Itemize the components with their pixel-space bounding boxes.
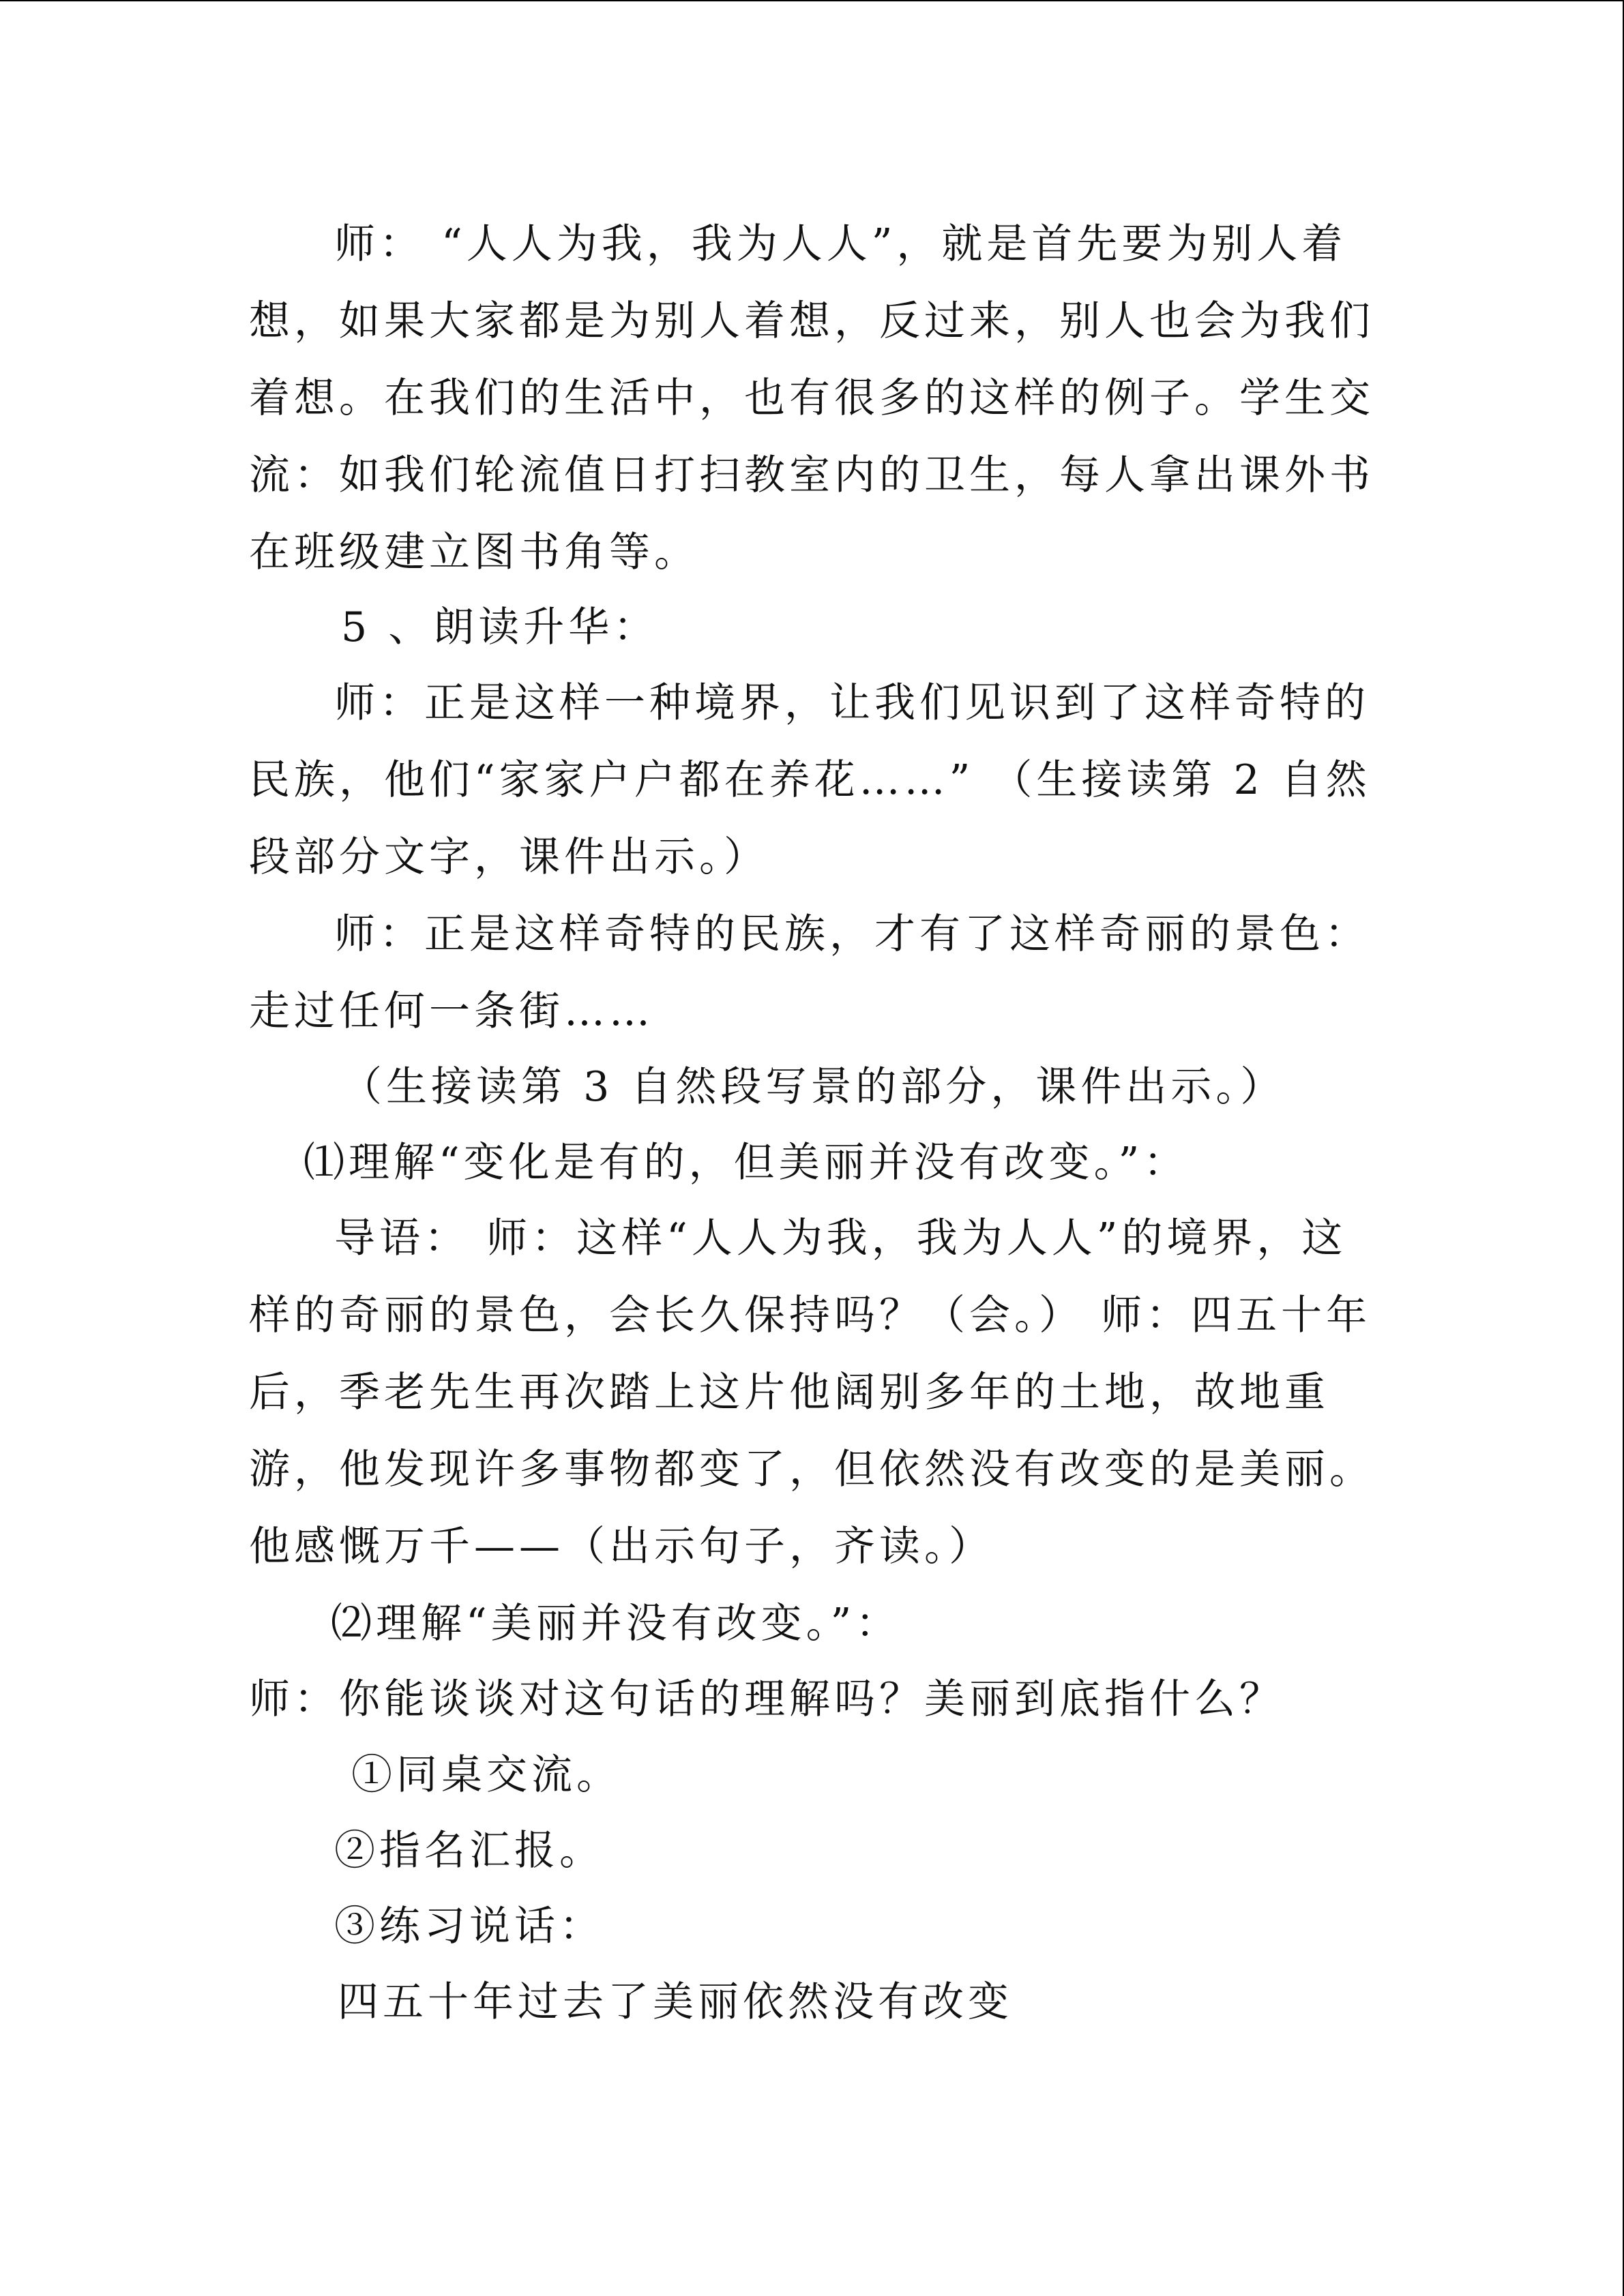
- subheading-2: ⑵理解“美丽并没有改变。”：: [331, 1600, 901, 1648]
- text-line-2: 想，如果大家都是为别人着想，反过来，别人也会为我们: [249, 297, 1374, 345]
- text-line-17: 游，他发现许多事物都变了，但依然没有改变的是美丽。: [249, 1446, 1374, 1493]
- subheading-1: ⑴理解“变化是有的，但美丽并没有改变。”：: [304, 1139, 1189, 1187]
- text-line-16: 后，季老先生再次踏上这片他阔别多年的土地，故地重: [249, 1369, 1329, 1416]
- text-line-8: 民族，他们“家家户户都在养花……” （生接读第 2 自然: [249, 756, 1371, 804]
- text-line-4: 流：如我们轮流值日打扫教室内的卫生，每人拿出课外书: [249, 451, 1374, 499]
- text-line-1: 师： “人人为我，我为人人”，就是首先要为别人着: [334, 220, 1347, 268]
- text-line-12: （生接读第 3 自然段写景的部分，课件出示。）: [341, 1063, 1286, 1111]
- section-heading: 5 、朗读升华：: [341, 603, 659, 651]
- text-line-20: 师：你能谈谈对这句话的理解吗？美丽到底指什么？: [249, 1675, 1284, 1723]
- text-line-10: 师：正是这样奇特的民族，才有了这样奇丽的景色：: [334, 910, 1370, 958]
- list-item-3: ③练习说话：: [334, 1903, 604, 1950]
- text-line-9: 段部分文字，课件出示。）: [249, 833, 769, 881]
- text-line-11: 走过任何一条街……: [249, 987, 654, 1035]
- list-item-1: ①同桌交流。: [351, 1751, 621, 1799]
- text-line-7: 师：正是这样一种境界，让我们见识到了这样奇特的: [334, 679, 1370, 727]
- text-line-18: 他感慨万千——（出示句子，齐读。）: [249, 1523, 994, 1570]
- text-line-14: 导语： 师：这样“人人为我，我为人人”的境界，这: [334, 1214, 1347, 1262]
- text-line-24: 四五十年过去了美丽依然没有改变: [338, 1978, 1013, 2026]
- list-item-2: ②指名汇报。: [334, 1827, 604, 1875]
- text-line-3: 着想。在我们的生活中，也有很多的这样的例子。学生交: [249, 374, 1374, 422]
- text-line-5: 在班级建立图书角等。: [249, 528, 699, 576]
- text-line-15: 样的奇丽的景色，会长久保持吗？（会。） 师：四五十年: [249, 1292, 1372, 1339]
